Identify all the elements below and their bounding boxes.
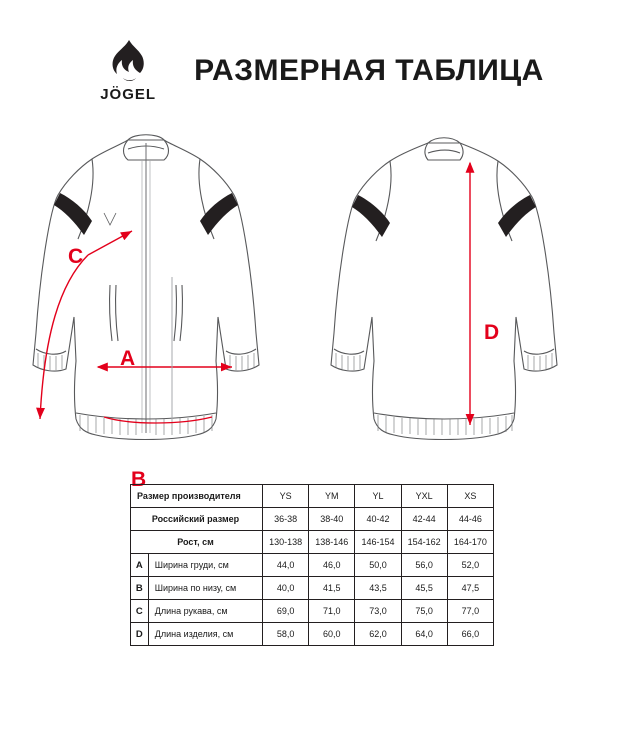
row-value: 164-170 xyxy=(447,531,493,554)
row-value: 47,5 xyxy=(447,577,493,600)
brand-name: JÖGEL xyxy=(100,86,157,103)
row-value: 36-38 xyxy=(263,508,309,531)
jacket-back-illustration xyxy=(331,138,557,440)
dimension-label-b: B xyxy=(131,468,147,491)
row-value: 130-138 xyxy=(263,531,309,554)
row-value: 40-42 xyxy=(355,508,401,531)
row-key: D xyxy=(131,623,149,646)
row-value: 73,0 xyxy=(355,600,401,623)
row-value: 45,5 xyxy=(401,577,447,600)
row-value: 46,0 xyxy=(309,554,355,577)
row-value: 43,5 xyxy=(355,577,401,600)
page-header xyxy=(0,0,624,103)
row-value: 44-46 xyxy=(447,508,493,531)
table-header-row xyxy=(131,485,494,508)
row-value: 138-146 xyxy=(309,531,355,554)
dimension-label-c: C xyxy=(68,245,84,268)
row-value: 69,0 xyxy=(263,600,309,623)
jacket-front-illustration xyxy=(33,135,259,440)
row-value: 154-162 xyxy=(401,531,447,554)
row-value: 77,0 xyxy=(447,600,493,623)
row-value: 44,0 xyxy=(263,554,309,577)
dimension-label-d: D xyxy=(484,321,500,344)
row-key: C xyxy=(131,600,149,623)
jogel-flame-logo-icon xyxy=(99,38,157,84)
row-value: 75,0 xyxy=(401,600,447,623)
table-row xyxy=(131,577,494,600)
page-title: РАЗМЕРНАЯ ТАБЛИЦА xyxy=(194,53,544,87)
size-table-wrapper xyxy=(130,484,494,646)
row-value: 146-154 xyxy=(355,531,401,554)
row-value: 64,0 xyxy=(401,623,447,646)
row-value: 42-44 xyxy=(401,508,447,531)
table-row xyxy=(131,600,494,623)
dimension-label-a: A xyxy=(120,347,136,370)
table-row xyxy=(131,623,494,646)
row-label: Длина рукава, см xyxy=(148,600,262,623)
row-key: B xyxy=(131,577,149,600)
size-table xyxy=(130,484,494,646)
row-value: 60,0 xyxy=(309,623,355,646)
row-value: 58,0 xyxy=(263,623,309,646)
table-header-size-2: YL xyxy=(355,485,401,508)
row-value: 62,0 xyxy=(355,623,401,646)
table-row xyxy=(131,508,494,531)
row-value: 40,0 xyxy=(263,577,309,600)
row-label: Ширина по низу, см xyxy=(148,577,262,600)
table-row xyxy=(131,531,494,554)
size-diagram xyxy=(0,103,624,491)
row-label: Длина изделия, см xyxy=(148,623,262,646)
brand-logo xyxy=(80,38,176,103)
row-value: 66,0 xyxy=(447,623,493,646)
row-value: 50,0 xyxy=(355,554,401,577)
row-label: Ширина груди, см xyxy=(148,554,262,577)
table-header-size-4: XS xyxy=(447,485,493,508)
row-key: A xyxy=(131,554,149,577)
row-value: 71,0 xyxy=(309,600,355,623)
row-value: 41,5 xyxy=(309,577,355,600)
row-value: 38-40 xyxy=(309,508,355,531)
table-row xyxy=(131,554,494,577)
table-header-title: Размер производителя xyxy=(131,485,263,508)
row-label: Рост, см xyxy=(131,531,263,554)
row-value: 52,0 xyxy=(447,554,493,577)
table-header-size-1: YM xyxy=(309,485,355,508)
table-header-size-0: YS xyxy=(263,485,309,508)
row-label: Российский размер xyxy=(131,508,263,531)
row-value: 56,0 xyxy=(401,554,447,577)
table-header-size-3: YXL xyxy=(401,485,447,508)
